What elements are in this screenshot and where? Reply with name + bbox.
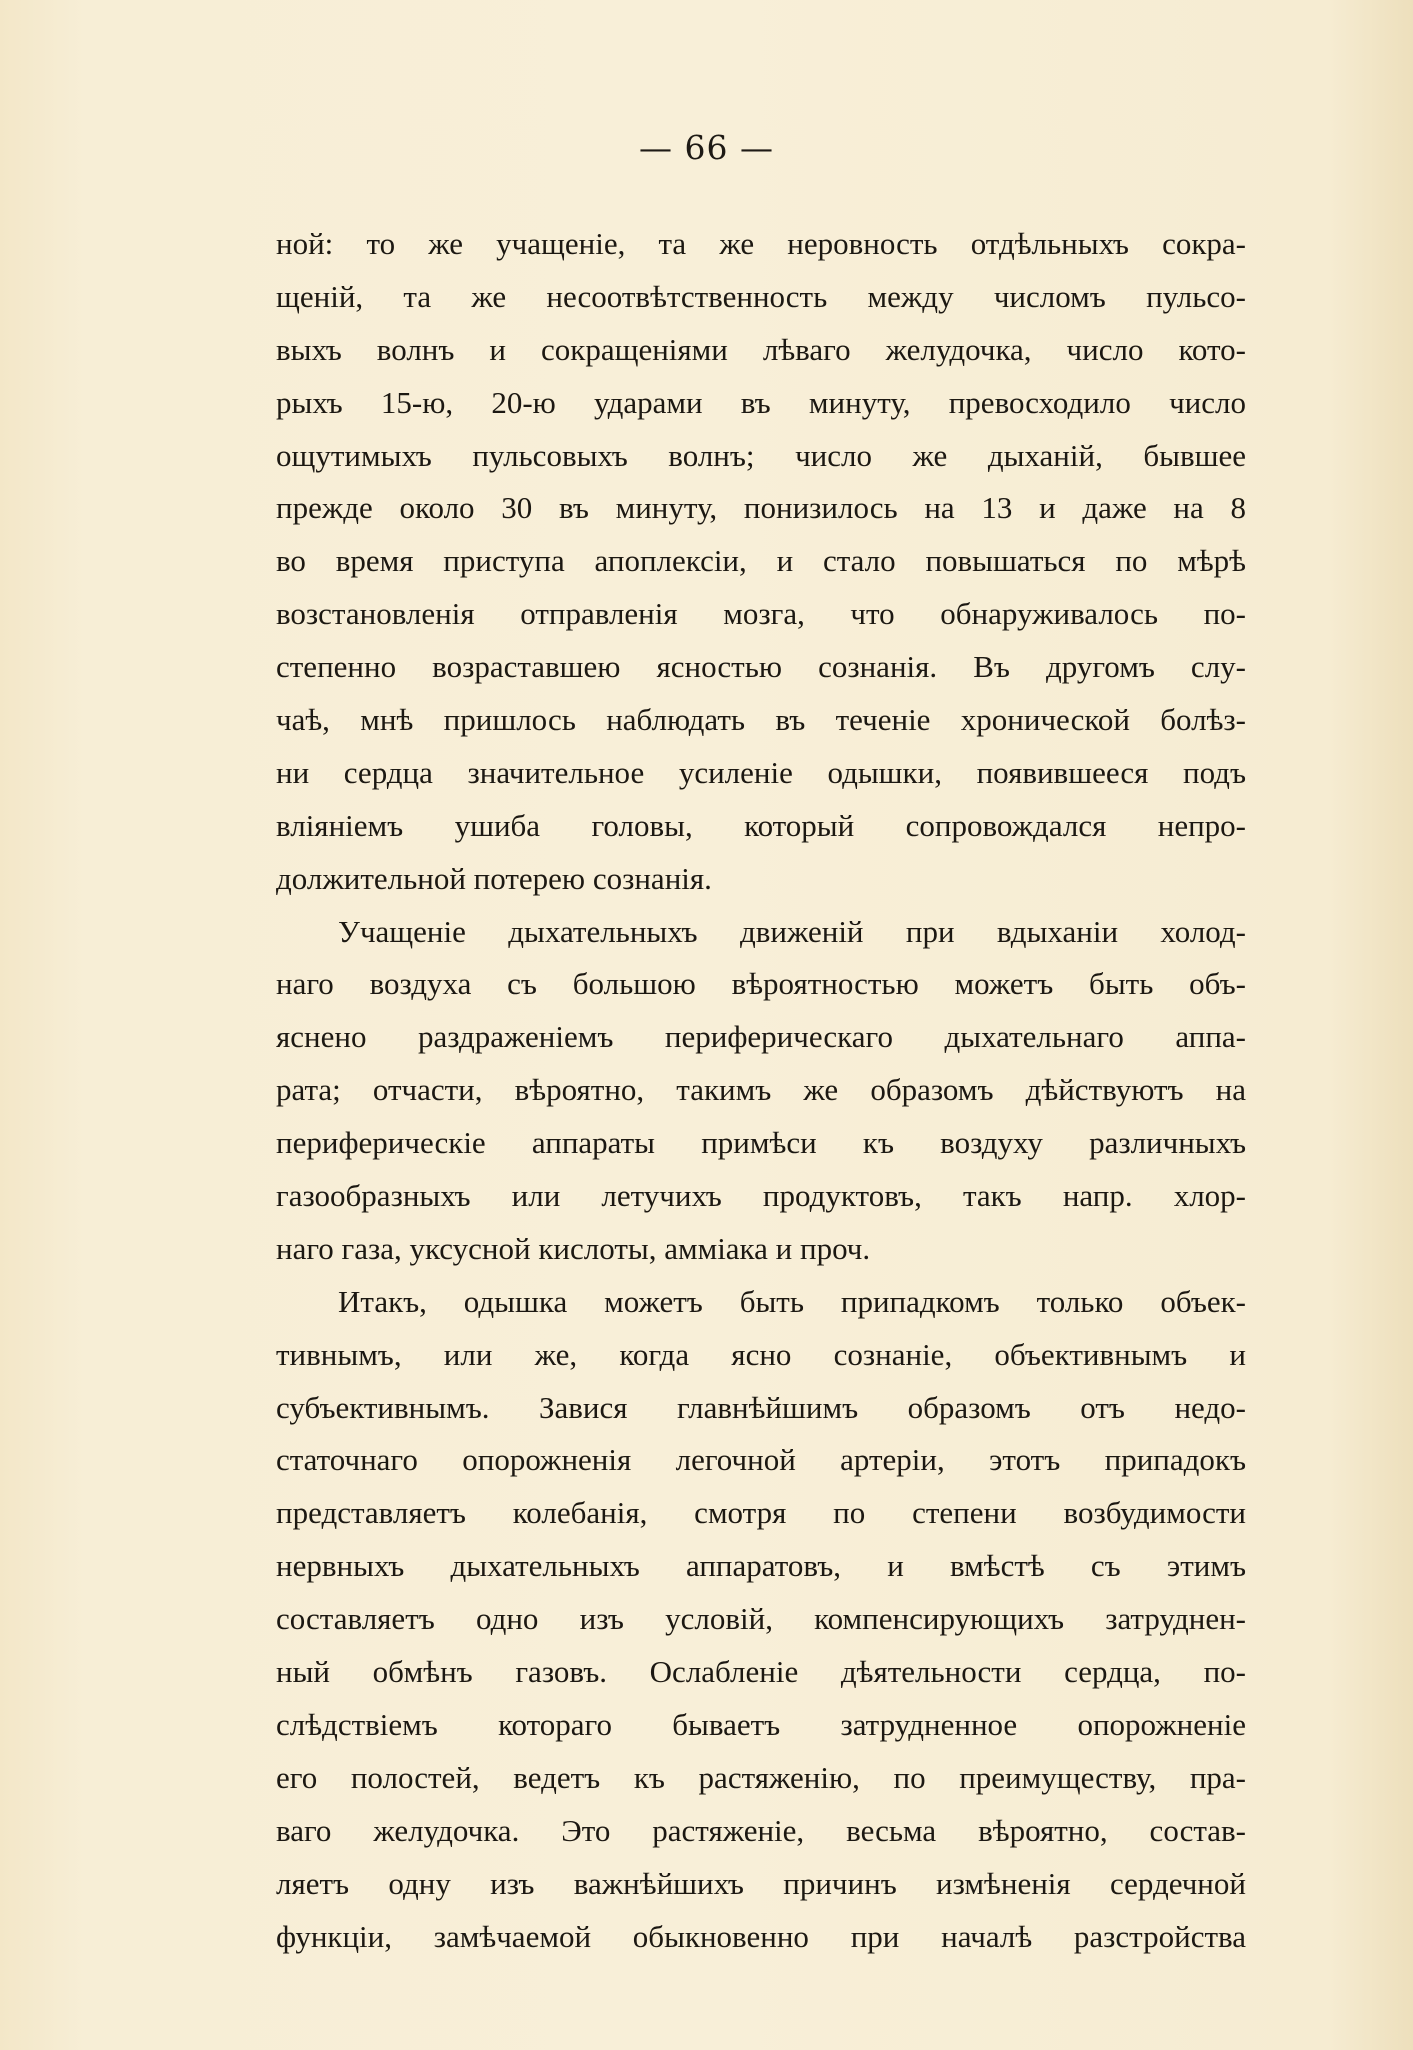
- text-line: ощутимыхъ пульсовыхъ волнъ; число же дыханій, бывшее: [276, 437, 1246, 473]
- text-line: рата; отчасти, вѣроятно, такимъ же образомъ дѣйствуютъ на: [276, 1072, 1246, 1108]
- text-line: чаѣ, мнѣ пришлось наблюдать въ теченіе хронической болѣз-: [276, 702, 1246, 738]
- text-line: ваго желудочка. Это растяженіе, весьма вѣроятно, состав-: [276, 1812, 1246, 1848]
- text-line: прежде около 30 въ минуту, понизилось на 13 и даже на 8: [276, 490, 1246, 526]
- text-line: статочнаго опорожненія легочной артеріи, этотъ припадокъ: [276, 1442, 1246, 1478]
- text-line: щеній, та же несоотвѣтственность между числомъ пульсо-: [276, 278, 1246, 314]
- text-line: периферическіе аппараты примѣси къ воздуху различныхъ: [276, 1125, 1246, 1161]
- text-line: газообразныхъ или летучихъ продуктовъ, такъ напр. хлор-: [276, 1178, 1246, 1214]
- page-number: — 66 —: [639, 128, 774, 167]
- text-line: степенно возраставшею ясностью сознанія. Въ другомъ слу-: [276, 649, 1246, 685]
- text-line: его полостей, ведетъ къ растяженію, по преимуществу, пра-: [276, 1759, 1246, 1795]
- text-line: выхъ волнъ и сокращеніями лѣваго желудочка, число кото-: [276, 331, 1246, 367]
- body-text: [276, 218, 1246, 1963]
- text-line: наго газа, уксусной кислоты, амміака и проч.: [276, 1230, 871, 1266]
- text-line: рыхъ 15-ю, 20-ю ударами въ минуту, превосходило число: [276, 384, 1246, 420]
- text-line: ной: то же учащеніе, та же неровность отдѣльныхъ сокра-: [276, 226, 1246, 261]
- text-line: субъективнымъ. Завися главнѣйшимъ образомъ отъ недо-: [276, 1389, 1246, 1425]
- text-line: ляетъ одну изъ важнѣйшихъ причинъ измѣненія сердечной: [276, 1865, 1246, 1901]
- text-line: во время приступа апоплексіи, и стало повышаться по мѣрѣ: [276, 543, 1246, 579]
- text-line: Итакъ, одышка можетъ быть припадкомъ только объек-: [338, 1283, 1246, 1319]
- text-line: нервныхъ дыхательныхъ аппаратовъ, и вмѣстѣ съ этимъ: [276, 1548, 1246, 1584]
- text-line: тивнымъ, или же, когда ясно сознаніе, объективнымъ и: [276, 1336, 1246, 1372]
- text-line: ный обмѣнъ газовъ. Ослабленіе дѣятельности сердца, по-: [276, 1654, 1246, 1690]
- text-line: функціи, замѣчаемой обыкновенно при началѣ разстройства: [276, 1918, 1246, 1954]
- text-line: вліяніемъ ушиба головы, который сопровождался непро-: [276, 807, 1246, 843]
- text-line: составляетъ одно изъ условій, компенсирующихъ затруднен-: [276, 1601, 1246, 1637]
- text-line: должительной потерею сознанія.: [276, 860, 712, 896]
- text-line: возстановленія отправленія мозга, что обнаруживалось по-: [276, 596, 1246, 632]
- text-line: представляетъ колебанія, смотря по степени возбудимости: [276, 1495, 1246, 1531]
- text-line: ни сердца значительное усиленіе одышки, появившееся подъ: [276, 754, 1246, 790]
- text-line: Учащеніе дыхательныхъ движеній при вдыханіи холод-: [338, 913, 1246, 949]
- text-line: наго воздуха съ большою вѣроятностью можетъ быть объ-: [276, 966, 1246, 1002]
- text-line: слѣдствіемъ котораго бываетъ затрудненное опорожненіе: [276, 1706, 1246, 1742]
- text-line: яснено раздраженіемъ периферическаго дыхательнаго аппа-: [276, 1019, 1246, 1055]
